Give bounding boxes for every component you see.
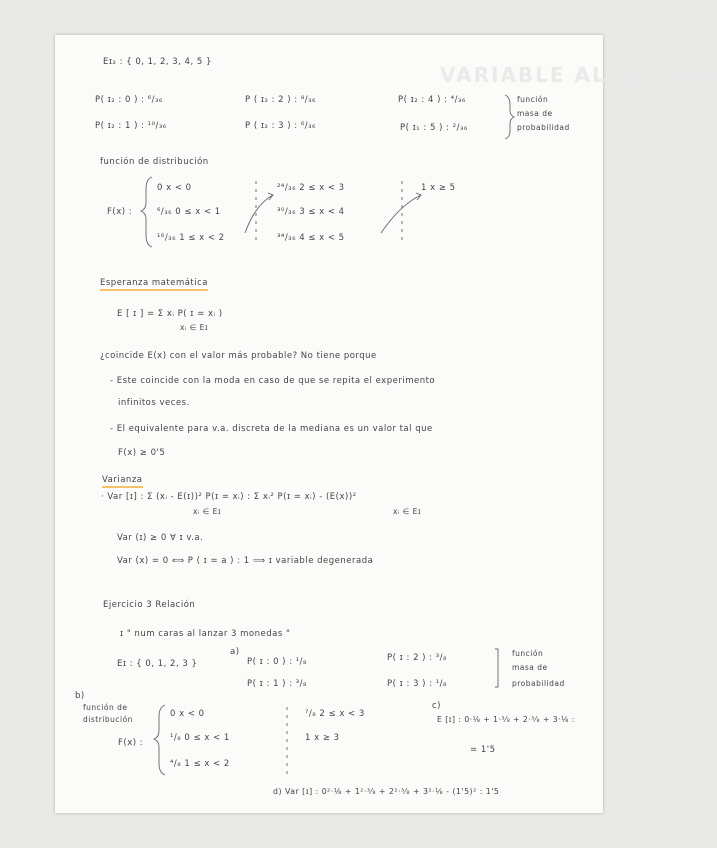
varianza-sub-1: xᵢ ∈ Eɪ xyxy=(193,507,222,516)
b-label-2: distribución xyxy=(83,715,133,724)
e2-note-1: función xyxy=(517,95,549,104)
e2-brace xyxy=(505,95,514,139)
dist-arrow-1 xyxy=(245,195,273,233)
e2-p1: P( ɪ₂ : 1 ) : ¹⁰/₃₆ xyxy=(95,121,167,131)
e2-note-3: probabilidad xyxy=(517,123,570,132)
e2-set: Eɪ₂ : { 0, 1, 2, 3, 4, 5 } xyxy=(103,57,212,67)
dist-c1-r3: ¹⁶/₃₆ 1 ≤ x < 2 xyxy=(157,233,225,243)
esperanza-sub: xᵢ ∈ Eɪ xyxy=(180,323,209,332)
e2-p3: P ( ɪ₂ : 3 ) : ⁶/₃₆ xyxy=(245,121,316,131)
esperanza-line-4: F(x) ≥ 0'5 xyxy=(118,448,166,458)
dist-c2-r1: ²⁴/₃₆ 2 ≤ x < 3 xyxy=(277,183,345,193)
e2-p0: P( ɪ₂ : 0 ) : ⁶/₃₆ xyxy=(95,95,163,105)
dist-c2-r2: ³⁰/₃₆ 3 ≤ x < 4 xyxy=(277,207,345,217)
esperanza-question: ¿coincide E(x) con el valor más probable? No tiene porque xyxy=(100,351,377,361)
part-a-label: a) xyxy=(230,647,240,657)
ej-p3: P( ɪ : 3 ) : ¹/₈ xyxy=(387,679,447,689)
dist-heading: función de distribución xyxy=(100,157,209,167)
dist-brace xyxy=(141,177,152,247)
ej-c1-r2: ¹/₈ 0 ≤ x < 1 xyxy=(170,733,230,743)
varianza-line-1: Var (ɪ) ≥ 0 ∀ ɪ v.a. xyxy=(117,533,204,543)
part-c-label: c) xyxy=(432,701,441,711)
esperanza-line-2: infinitos veces. xyxy=(118,398,190,408)
e2-p4: P( ɪ₂ : 4 ) : ⁴/₃₆ xyxy=(398,95,466,105)
ej-c-expectation: E [ɪ] : 0·⅛ + 1·³⁄₈ + 2·³⁄₈ + 3·⅛ : xyxy=(437,715,575,724)
ej-brace xyxy=(495,649,498,687)
ej-c2-r1: ⁷/₈ 2 ≤ x < 3 xyxy=(305,709,365,719)
dist-fx: F(x) : xyxy=(107,207,133,217)
varianza-formula: · Var [ɪ] : Σ (xᵢ - E(ɪ))² P(ɪ = xᵢ) : Σ xᵢ² P(ɪ = xᵢ) - (E(x))² xyxy=(101,492,357,502)
e2-note-2: masa de xyxy=(517,109,553,118)
part-b-label: b) xyxy=(75,691,85,701)
dist-c1-r2: ⁶/₃₆ 0 ≤ x < 1 xyxy=(157,207,221,217)
esperanza-line-3: - El equivalente para v.a. discreta de la mediana es un valor tal que xyxy=(110,424,433,434)
ej-c2-r2: 1 x ≥ 3 xyxy=(305,733,340,743)
notes-page xyxy=(55,35,717,813)
ejercicio-set: Eɪ : { 0, 1, 2, 3 } xyxy=(117,659,198,669)
varianza-line-2: Var (x) = 0 ⟺ P ( ɪ = a ) : 1 ⟹ ɪ variable degenerada xyxy=(117,556,374,566)
ej-fx: F(x) : xyxy=(118,738,144,748)
varianza-sub-2: xᵢ ∈ Eɪ xyxy=(393,507,422,516)
b-label-1: función de xyxy=(83,703,128,712)
ej-p0: P( ɪ : 0 ) : ¹/₈ xyxy=(247,657,307,667)
ej-d-variance: d) Var [ɪ] : 0²·⅛ + 1²·³⁄₈ + 2²·³⁄₈ + 3²·⅛ - (1'5)² : 1'5 xyxy=(273,787,500,796)
dist-c2-r3: ³⁴/₃₆ 4 ≤ x < 5 xyxy=(277,233,345,243)
ej-note-3: probabilidad xyxy=(512,679,565,688)
e2-p5: P( ɪ₁ : 5 ) : ²/₃₆ xyxy=(400,123,468,133)
ej-dist-brace xyxy=(154,705,165,775)
varianza-heading-text: Varianza xyxy=(102,475,143,488)
ej-p1: P( ɪ : 1 ) : ³/₈ xyxy=(247,679,307,689)
hand-drawn-marks xyxy=(55,35,603,813)
ghost-title: VARIABLE ALEATORIA xyxy=(440,63,717,87)
esperanza-heading-text: Esperanza matemática xyxy=(100,278,208,291)
dist-c1-r1: 0 x < 0 xyxy=(157,183,192,193)
dist-c3: 1 x ≥ 5 xyxy=(421,183,456,193)
ej-c1-r3: ⁴/₈ 1 ≤ x < 2 xyxy=(170,759,230,769)
ej-c-result: = 1'5 xyxy=(470,745,496,755)
e2-p2: P ( ɪ₂ : 2 ) : ⁸/₃₆ xyxy=(245,95,316,105)
ejercicio-heading: Ejercicio 3 Relación xyxy=(103,600,196,610)
ej-note-2: masa de xyxy=(512,663,548,672)
esperanza-line-1: - Este coincide con la moda en caso de que se repita el experimento xyxy=(110,376,436,386)
esperanza-formula: E [ ɪ ] = Σ xᵢ P( ɪ = xᵢ ) xyxy=(117,309,223,319)
dist-arrow-2 xyxy=(381,195,421,233)
ej-c1-r1: 0 x < 0 xyxy=(170,709,205,719)
ej-p2: P( ɪ : 2 ) : ³/₈ xyxy=(387,653,447,663)
ej-note-1: función xyxy=(512,649,544,658)
ejercicio-definition: ɪ " num caras al lanzar 3 monedas " xyxy=(120,629,291,639)
